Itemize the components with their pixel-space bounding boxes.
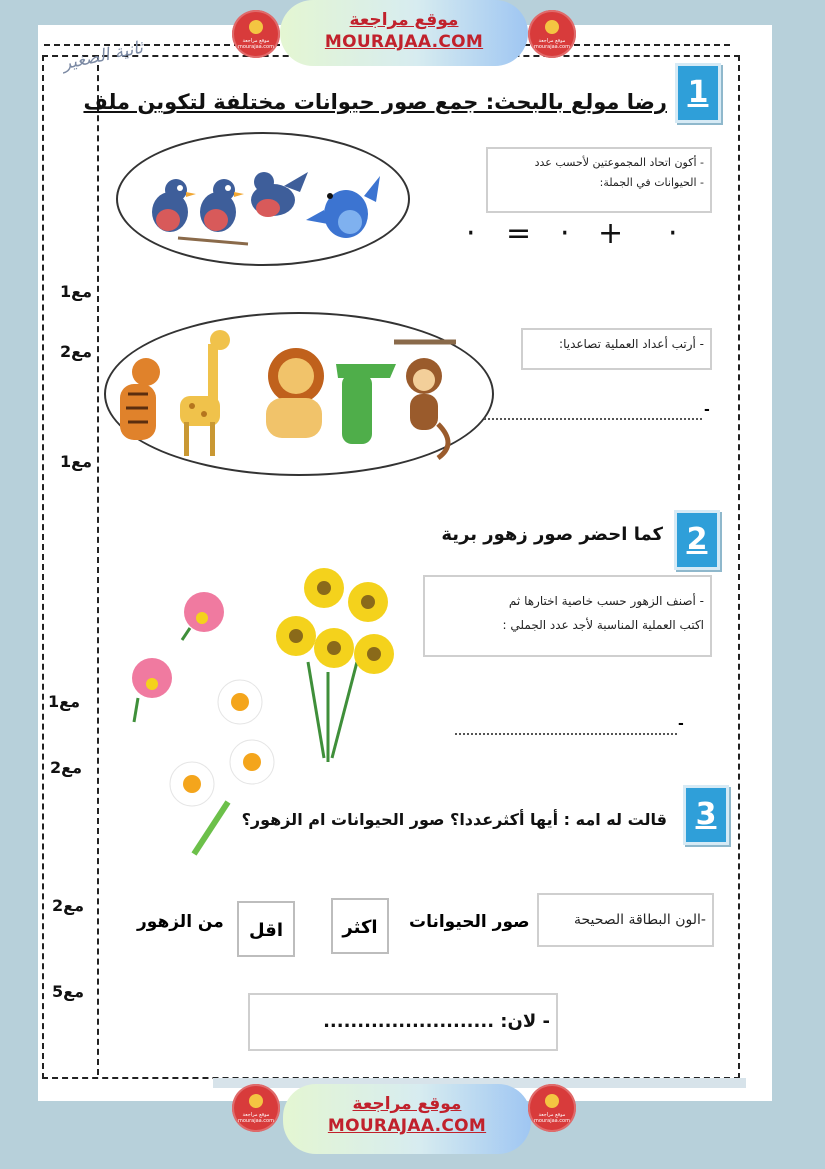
watermark-handwriting: ثانية الصغير xyxy=(60,37,145,75)
bird-icon xyxy=(306,176,380,238)
instruction-box-union xyxy=(486,147,712,213)
logo-right-bottom: موقع مراجعة mourajaa.com xyxy=(528,1084,576,1132)
logo-right-top: موقع مراجعة mourajaa.com xyxy=(528,10,576,58)
reason-text: - لان: ......................... xyxy=(323,1011,550,1032)
question-2-title: كما احضر صور زهور برية xyxy=(441,524,663,545)
logo-left-bottom: موقع مراجعة mourajaa.com xyxy=(232,1084,280,1132)
equals-sign: = xyxy=(506,216,532,251)
instruction-box-classify xyxy=(423,575,712,657)
equation-blank: · xyxy=(466,216,476,251)
instruction-line: - أصنف الزهور حسب خاصية اختارها ثم xyxy=(508,594,704,608)
score-mark: مع2 xyxy=(50,758,82,777)
instruction-line: - الحيوانات في الجملة: xyxy=(599,176,704,189)
instruction-box-color xyxy=(537,893,714,947)
logo-left-top: موقع مراجعة mourajaa.com xyxy=(232,10,280,58)
site-name-en[interactable]: MOURAJAA.COM xyxy=(324,32,484,52)
site-banner-top[interactable] xyxy=(280,0,528,66)
pink-flower-icon xyxy=(132,658,172,722)
animals-group xyxy=(104,312,494,476)
answer-line-classify[interactable] xyxy=(455,733,677,735)
equation-blank: · xyxy=(668,216,678,251)
site-name-ar: موقع مراجعة xyxy=(349,10,459,30)
plus-sign: + xyxy=(598,216,624,251)
bird-icon xyxy=(178,179,248,244)
bird-icon xyxy=(152,179,196,232)
birds-illustration xyxy=(118,134,408,264)
label-animal-pictures: صور الحيوانات xyxy=(409,912,530,932)
instruction-line: -الون البطاقة الصحيحة xyxy=(573,912,706,928)
site-banner-bottom[interactable] xyxy=(283,1084,531,1154)
dash-marker: - xyxy=(704,402,710,418)
score-mark: مع5 xyxy=(52,982,84,1001)
question-number-3: 3 xyxy=(683,785,729,845)
instruction-line: - أرتب أعداد العملية تصاعديا: xyxy=(559,337,704,351)
crocodile-icon xyxy=(336,353,396,444)
instruction-box-order xyxy=(521,328,712,370)
dash-marker: - xyxy=(678,716,684,732)
animals-illustration xyxy=(106,314,492,474)
option-less[interactable]: اقل xyxy=(237,901,295,957)
label-flowers: من الزهور xyxy=(137,912,224,932)
score-mark: مع2 xyxy=(60,342,92,361)
answer-line-order[interactable] xyxy=(484,418,702,420)
instruction-line: اكتب العملية المناسبة لأجد عدد الجملي : xyxy=(502,618,704,632)
site-name-ar: موقع مراجعة xyxy=(352,1094,462,1114)
equation-blank: · xyxy=(560,216,570,251)
monkey-icon xyxy=(394,342,456,458)
tiger-icon xyxy=(120,358,160,440)
option-more[interactable]: اكثر xyxy=(331,898,389,954)
reason-box[interactable] xyxy=(248,993,558,1051)
sunflower-bouquet-icon xyxy=(276,568,394,762)
birds-group xyxy=(116,132,410,266)
question-number-2: 2 xyxy=(674,510,720,570)
score-mark: مع1 xyxy=(60,452,92,471)
margin-line xyxy=(97,55,99,1075)
question-3-title: قالت له امه : أيها أكثرعددا؟ صور الحيوانات ام الزهور؟ xyxy=(241,810,667,829)
score-mark: مع1 xyxy=(48,692,80,711)
score-mark: مع1 xyxy=(60,282,92,301)
bird-icon xyxy=(251,172,308,217)
lion-icon xyxy=(266,348,324,438)
score-mark: مع2 xyxy=(52,896,84,915)
question-number-1: 1 xyxy=(675,63,721,123)
pink-flower-icon xyxy=(182,592,224,640)
giraffe-icon xyxy=(180,330,230,456)
question-1-title: رضا مولع بالبحث: جمع صور حيوانات مختلفة لتكوين ملف xyxy=(83,90,667,114)
site-name-en[interactable]: MOURAJAA.COM xyxy=(327,1116,487,1136)
instruction-line: - أكون اتحاد المجموعتين لأحسب عدد xyxy=(534,156,704,169)
